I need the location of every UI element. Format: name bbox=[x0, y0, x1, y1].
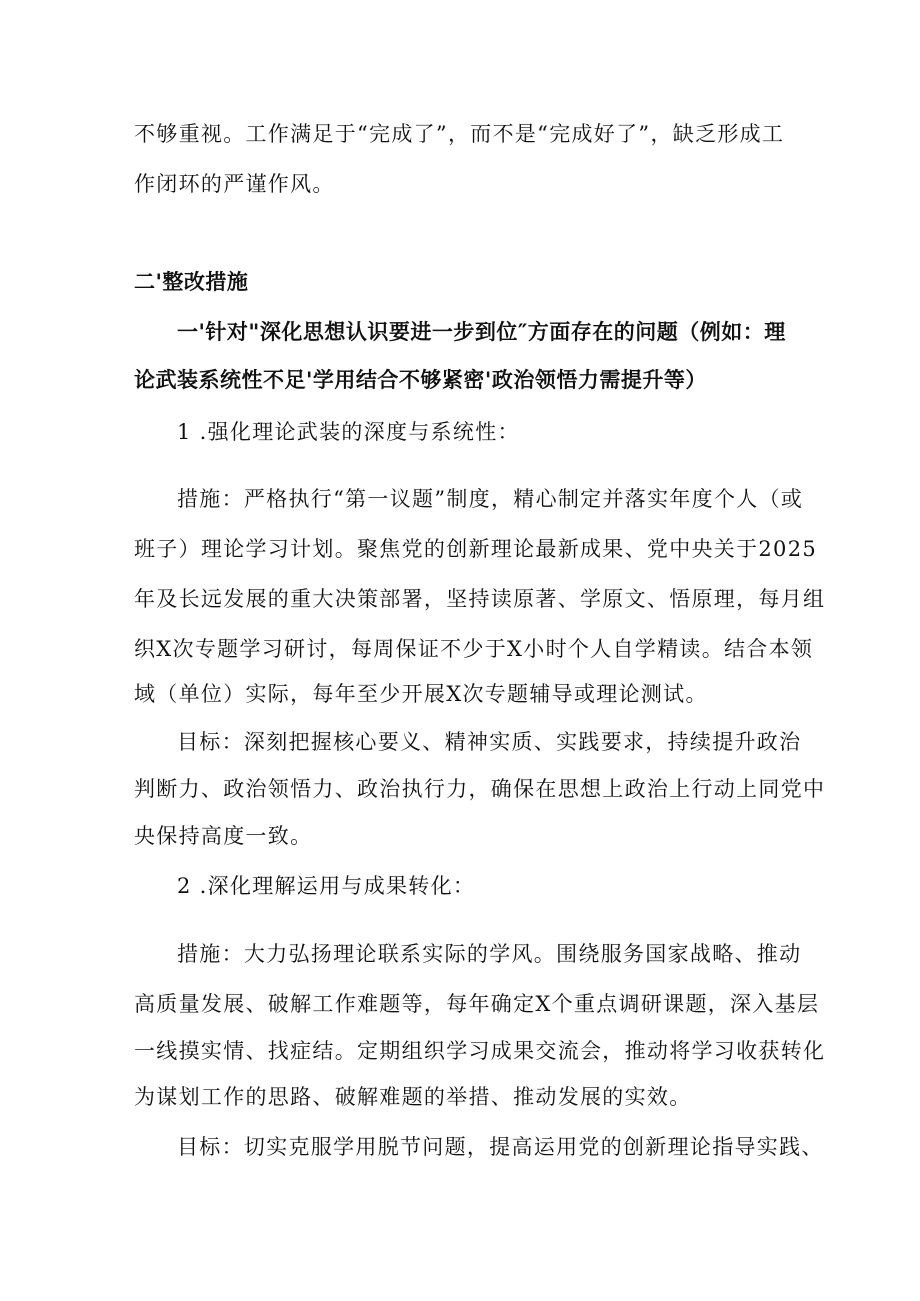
text-line: 不够重视。工作满足于“完成了”，而不是“完成好了”，缺乏形成工 bbox=[134, 122, 785, 146]
text-line: 为谋划工作的思路、破解难题的举措、推动发展的实效。 bbox=[134, 1085, 692, 1109]
text-line: 目标：切实克服学用脱节问题，提高运用党的创新理论指导实践、 bbox=[177, 1135, 824, 1159]
subsection-heading: 一'针对"深化思想认识要进一步到位″方面存在的问题（例如：理 bbox=[177, 320, 786, 344]
text-line: 年及长远发展的重大决策部署，坚持读原著、学原文、悟原理，每月组 bbox=[134, 587, 826, 611]
text-line: 央保持高度一致。 bbox=[134, 824, 313, 848]
text-line: 织X次专题学习研讨，每周保证不少于X小时个人自学精读。结合本领 bbox=[134, 637, 814, 661]
text-line: 判断力、政治领悟力、政治执行力，确保在思想上政治上行动上同党中 bbox=[134, 777, 826, 801]
section-heading: 二'整改措施 bbox=[134, 270, 249, 294]
text-line: 一线摸实情、找症结。定期组织学习成果交流会，推动将学习收获转化 bbox=[134, 1039, 826, 1063]
text-line: 班子）理论学习计划。聚焦党的创新理论最新成果、党中央关于2025 bbox=[134, 537, 818, 561]
text-line: 高质量发展、破解工作难题等，每年确定X个重点调研课题，深入基层 bbox=[134, 992, 820, 1016]
text-line: 作闭环的严谨作风。 bbox=[134, 172, 335, 196]
text-line: 措施：严格执行“第一议题”制度，精心制定并落实年度个人（或 bbox=[177, 487, 804, 511]
text-line: 措施：大力弘扬理论联系实际的学风。围绕服务国家战略、推动 bbox=[177, 942, 802, 966]
text-line: 目标：深刻把握核心要义、精神实质、实践要求，持续提升政治 bbox=[177, 730, 802, 754]
text-line: 域（单位）实际，每年至少开展X次专题辅导或理论测试。 bbox=[134, 682, 708, 706]
item-heading: 2 .深化理解运用与成果转化： bbox=[177, 874, 476, 898]
subsection-heading: 论武装系统性不足'学用结合不够紧密'政治领悟力需提升等） bbox=[134, 368, 707, 392]
item-heading: 1 .强化理论武装的深度与系统性： bbox=[177, 420, 520, 444]
